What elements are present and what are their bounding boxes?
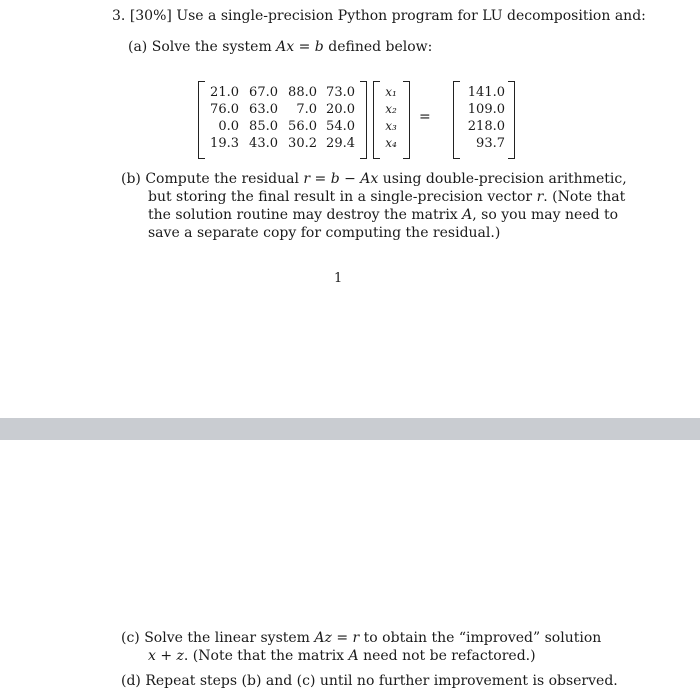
matrix-a-right-bracket — [360, 81, 367, 159]
part-c-text: need not be refactored.) — [358, 648, 536, 664]
part-b-text: using double-precision arithmetic, — [378, 171, 627, 187]
matrix-a-cell: 67.0 — [249, 85, 278, 100]
page-separator — [0, 418, 700, 440]
part-b-line-4: save a separate copy for computing the residual.) — [148, 225, 501, 241]
part-b-text: the solution routine may destroy the matrix — [148, 207, 463, 223]
part-a-text-pre: Solve the system — [151, 39, 277, 55]
part-b-text: but storing the final result in a single-precision vector — [148, 189, 537, 205]
matrix-a-cell: 30.2 — [288, 136, 317, 151]
vector-b-entry: 109.0 — [467, 102, 505, 117]
matrix-a-cell: 73.0 — [326, 85, 355, 100]
vector-b-entry: 93.7 — [476, 136, 505, 151]
matrix-a-cell: 85.0 — [249, 119, 278, 134]
part-c-line-1 — [121, 630, 601, 647]
part-c-label: (c) — [121, 630, 140, 646]
matrix-a-cell: 7.0 — [296, 102, 317, 117]
vector-x-entry: x₂ — [385, 102, 397, 116]
part-a-equation: Ax = b — [276, 39, 324, 55]
part-b-variable: r — [536, 189, 544, 205]
vector-x-entry: x₄ — [385, 136, 397, 150]
part-d — [121, 673, 618, 690]
vector-b-right-bracket — [508, 81, 515, 159]
part-c-text: . (Note that the matrix — [183, 648, 349, 664]
part-b-text: , so you may need to — [472, 207, 619, 223]
problem-number: 3. — [112, 8, 126, 24]
part-c-equation: Az = r — [314, 630, 360, 646]
matrix-a-cell: 88.0 — [288, 85, 317, 100]
part-b-text: . (Note that — [543, 189, 626, 205]
vector-x-entry: x₃ — [385, 119, 397, 133]
part-a-text-post: defined below: — [323, 39, 433, 55]
matrix-a-cell: 21.0 — [210, 85, 239, 100]
part-c-line-2 — [148, 648, 536, 665]
vector-b-entry: 141.0 — [467, 85, 505, 100]
matrix-a-cell: 19.3 — [210, 136, 239, 151]
part-d-text: Repeat steps (b) and (c) until no further improvement is observed. — [145, 673, 618, 689]
problem-weight: [30%] — [129, 8, 172, 24]
part-a — [128, 39, 432, 56]
matrix-a-cell: 29.4 — [326, 136, 355, 151]
matrix-a-left-bracket — [198, 81, 205, 159]
part-c-variable: A — [348, 648, 359, 664]
equals-sign: = — [419, 109, 431, 125]
document-page-2 — [0, 440, 700, 700]
problem-heading — [112, 8, 646, 25]
matrix-a-cell: 63.0 — [249, 102, 278, 117]
part-b-equation: r = b − Ax — [303, 171, 379, 187]
matrix-a-cell: 43.0 — [249, 136, 278, 151]
part-c-text: to obtain the “improved” solution — [359, 630, 602, 646]
matrix-a-cell: 20.0 — [326, 102, 355, 117]
matrix-a-cell: 0.0 — [218, 119, 239, 134]
part-b-line-3 — [148, 207, 618, 224]
vector-x-entry: x₁ — [385, 85, 397, 99]
page-number: 1 — [334, 271, 343, 286]
vector-x-right-bracket — [403, 81, 410, 159]
part-a-label: (a) — [128, 39, 148, 55]
vector-b-entry: 218.0 — [467, 119, 505, 134]
part-c-equation: x + z — [148, 648, 184, 664]
part-b-line-2 — [148, 189, 625, 206]
matrix-a-cell: 54.0 — [326, 119, 355, 134]
part-b-label: (b) — [121, 171, 141, 187]
matrix-a-cell: 76.0 — [210, 102, 239, 117]
part-d-label: (d) — [121, 673, 141, 689]
part-b-line-1 — [121, 171, 627, 188]
part-c-text: Solve the linear system — [144, 630, 315, 646]
matrix-a-cell: 56.0 — [288, 119, 317, 134]
part-b-variable: A — [462, 207, 473, 223]
part-b-text: Compute the residual — [145, 171, 304, 187]
problem-heading-text: Use a single-precision Python program for LU decomposition and: — [176, 8, 646, 24]
